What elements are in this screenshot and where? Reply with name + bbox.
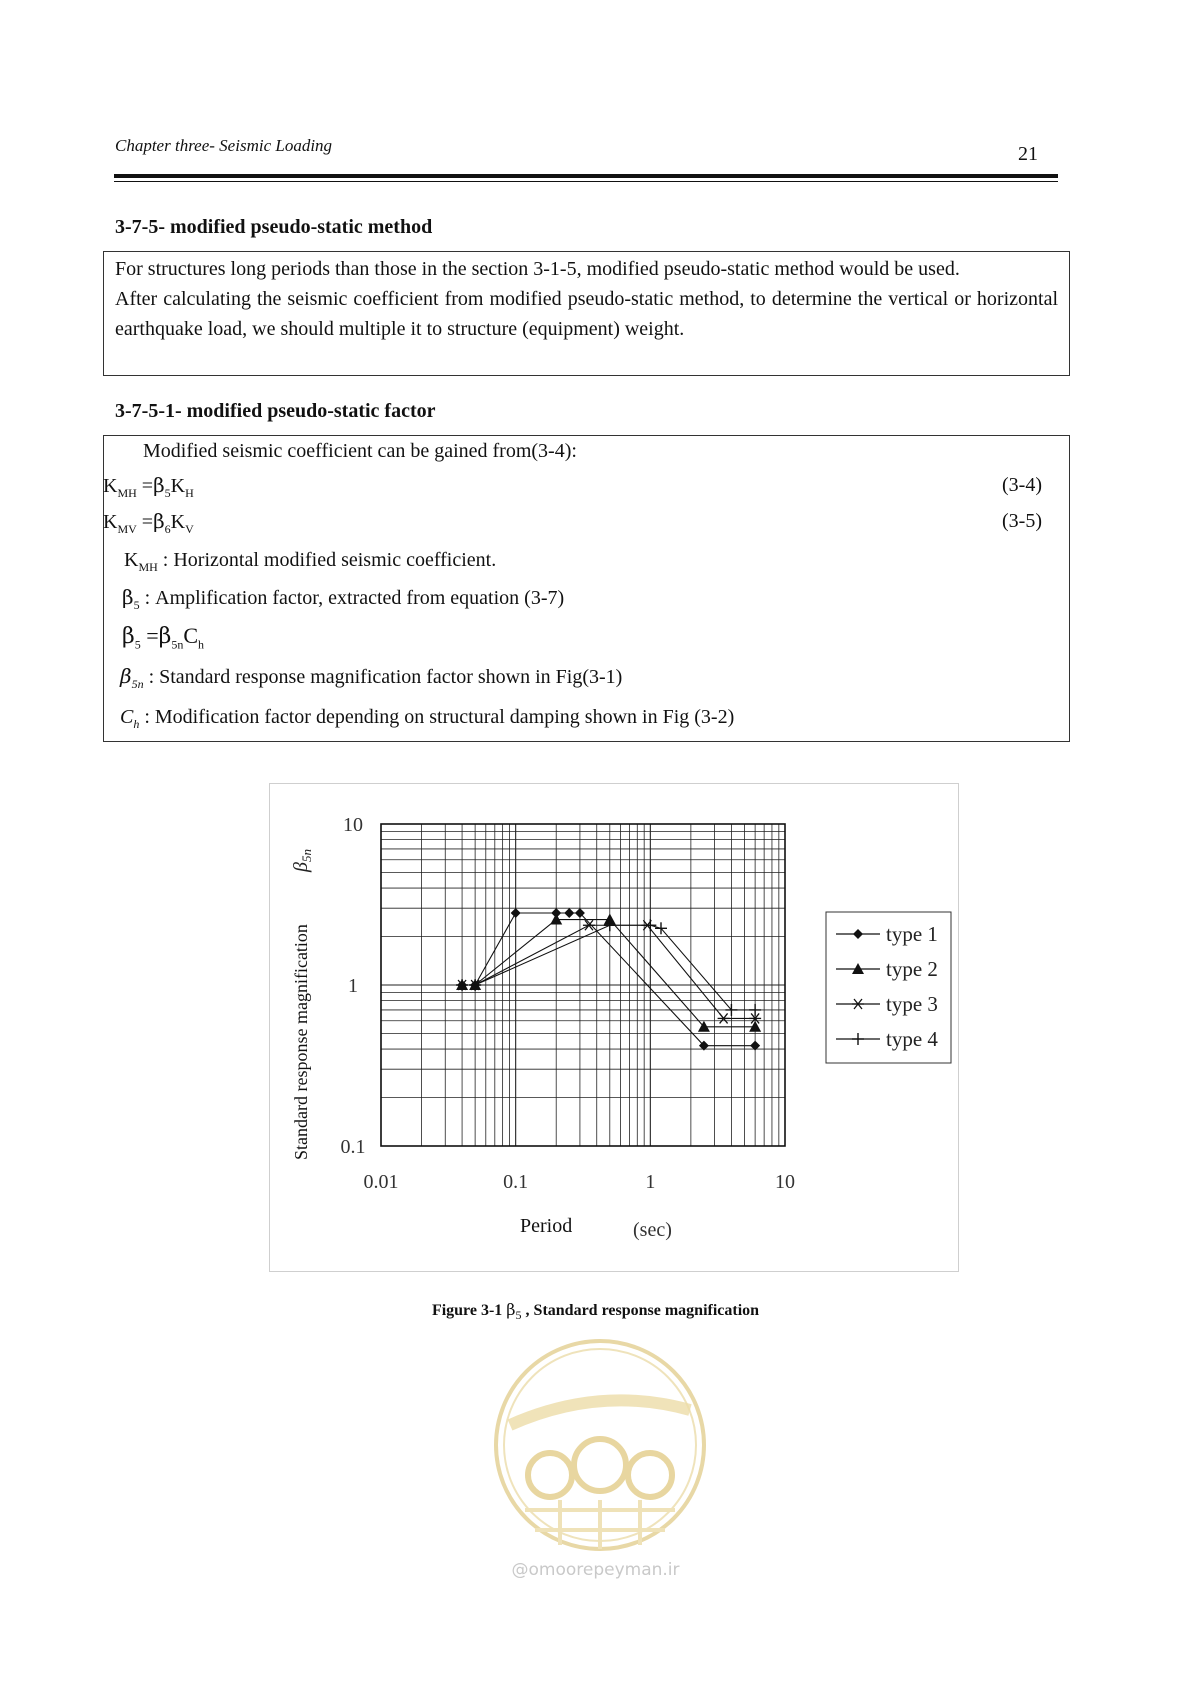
header-rule-thick — [114, 174, 1058, 178]
watermark-url: @omoorepeyman.ir — [511, 1560, 680, 1580]
data-point — [564, 908, 574, 918]
equation-3-4: $K_{MH} =\beta_5K_H$ — [103, 473, 194, 500]
y-tick-label: 10 — [343, 814, 363, 836]
x-tick-labels — [364, 1171, 796, 1193]
data-point — [583, 920, 595, 930]
definition-beta5: $\beta_5$ : Amplification factor, extracted from equation (3-7) — [122, 585, 565, 612]
y-tick-label: 0.1 — [340, 1136, 366, 1158]
series-layer — [456, 908, 761, 1051]
x-tick-label: 1 — [645, 1171, 656, 1193]
text-box-factor — [103, 435, 1070, 742]
chart-grid — [381, 824, 785, 1146]
header-rule-thin — [114, 181, 1058, 182]
x-tick-label: 0.01 — [363, 1171, 399, 1193]
data-point — [511, 908, 521, 918]
paragraph-calculation: After calculating the seismic coefficient from modified pseudo-static method, to determine the vertical or horizontal earthquake load, we should multiple it to structure (equipment) weight. — [115, 288, 1058, 340]
data-point — [644, 919, 656, 931]
watermark-logo — [490, 1335, 710, 1555]
data-point — [604, 919, 616, 931]
x-tick-label: 10 — [775, 1171, 795, 1193]
definition-kmh: $K_{MH}$ : Horizontal modified seismic coefficient. — [124, 549, 497, 574]
x-tick-label: 0.1 — [503, 1171, 529, 1193]
legend-label: type 4 — [886, 1027, 938, 1051]
text-box-method — [103, 251, 1070, 376]
factor-intro: Modified seismic coefficient can be gained from(3-4): — [143, 440, 577, 462]
section-heading-3-7-5: 3-7-5- modified pseudo-static method — [115, 216, 433, 238]
y-axis-label: Standard response magnification — [291, 924, 311, 1160]
chart-frame — [269, 783, 959, 1272]
legend-label: type 2 — [886, 957, 938, 981]
series-line — [462, 920, 755, 1027]
data-point — [718, 1013, 730, 1023]
watermark-seal-icon — [490, 1335, 710, 1555]
running-header: Chapter three- Seismic Loading — [115, 136, 333, 155]
section-heading-3-7-5-1: 3-7-5-1- modified pseudo-static factor — [115, 400, 436, 422]
definition-beta5n: $\beta_{5n}$ : Standard response magnification factor shown in Fig(3-1) — [120, 664, 623, 691]
x-axis-unit: (sec) — [633, 1219, 672, 1241]
series-line — [462, 913, 755, 1046]
x-axis-label: Period — [520, 1215, 573, 1237]
equation-number-3-5: (3-5) — [1002, 510, 1042, 532]
response-magnification-chart — [270, 784, 960, 1273]
definition-ch: $C_h$ : Modification factor depending on structural damping shown in Fig (3-2) — [120, 706, 735, 731]
page-number: 21 — [1018, 143, 1038, 165]
series-line — [462, 925, 755, 1010]
legend-label: type 3 — [886, 992, 938, 1016]
equation-number-3-4: (3-4) — [1002, 474, 1042, 496]
series-type-3 — [456, 920, 761, 1023]
paragraph-long-periods: For structures long periods than those in the section 3-1-5, modified pseudo-static method would be used. — [115, 258, 960, 280]
y-tick-labels — [341, 814, 366, 1158]
series-type-4 — [456, 919, 761, 1016]
y-axis-symbol: $\beta_{5n}$ — [290, 849, 314, 872]
figure-caption: Figure 3-1 $\beta_5$ , Standard response magnification — [431, 1300, 760, 1323]
legend-label: type 1 — [886, 922, 938, 946]
y-tick-label: 1 — [348, 975, 358, 997]
equation-3-7: $\beta_5 =\beta_{5n}C_h$ — [122, 623, 205, 652]
equation-3-5: $K_{MV} =\beta_6K_V$ — [103, 509, 194, 536]
